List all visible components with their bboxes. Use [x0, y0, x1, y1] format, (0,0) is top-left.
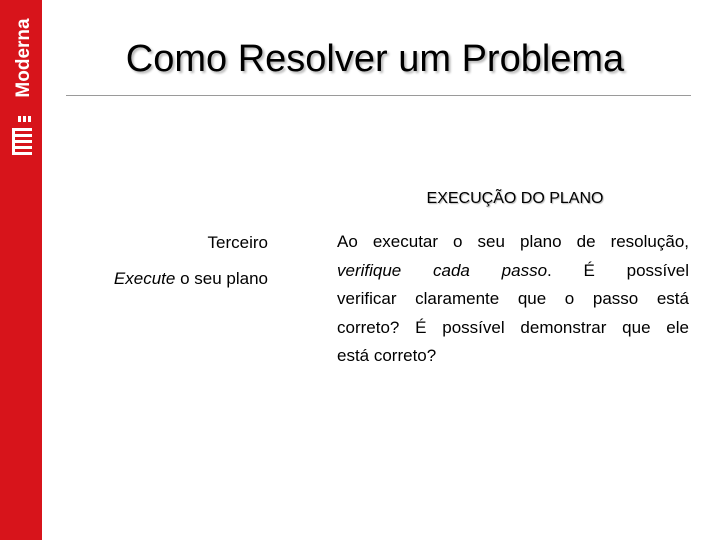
- step-body-line: correto? É possível demonstrar que ele: [337, 317, 689, 337]
- step-body-emphasis: verifique cada passo: [337, 260, 548, 280]
- stacked-bars-logo-icon: [0, 0, 42, 165]
- step-instruction-verb: Execute: [113, 269, 176, 288]
- step-body-paragraph: [337, 228, 689, 371]
- slide-title: Como Resolver um Problema: [125, 38, 625, 80]
- step-label: Terceiro: [207, 233, 268, 252]
- step-instruction-rest: o seu plano: [175, 269, 268, 288]
- step-instruction: [60, 268, 268, 290]
- step-body-line: está correto?: [337, 346, 437, 365]
- step-body-line: Ao executar o seu plano de resolução,: [337, 232, 689, 251]
- title-divider: [66, 95, 691, 96]
- brand-sidebar: [0, 0, 42, 540]
- moderna-logo: [0, 0, 42, 165]
- logo-text: Moderna: [13, 18, 34, 98]
- section-heading: EXECUÇÃO DO PLANO: [426, 190, 604, 207]
- step-body-line: verificar claramente que o passo está: [337, 289, 689, 308]
- step-body-line: verifique cada passo. É possível: [337, 260, 689, 280]
